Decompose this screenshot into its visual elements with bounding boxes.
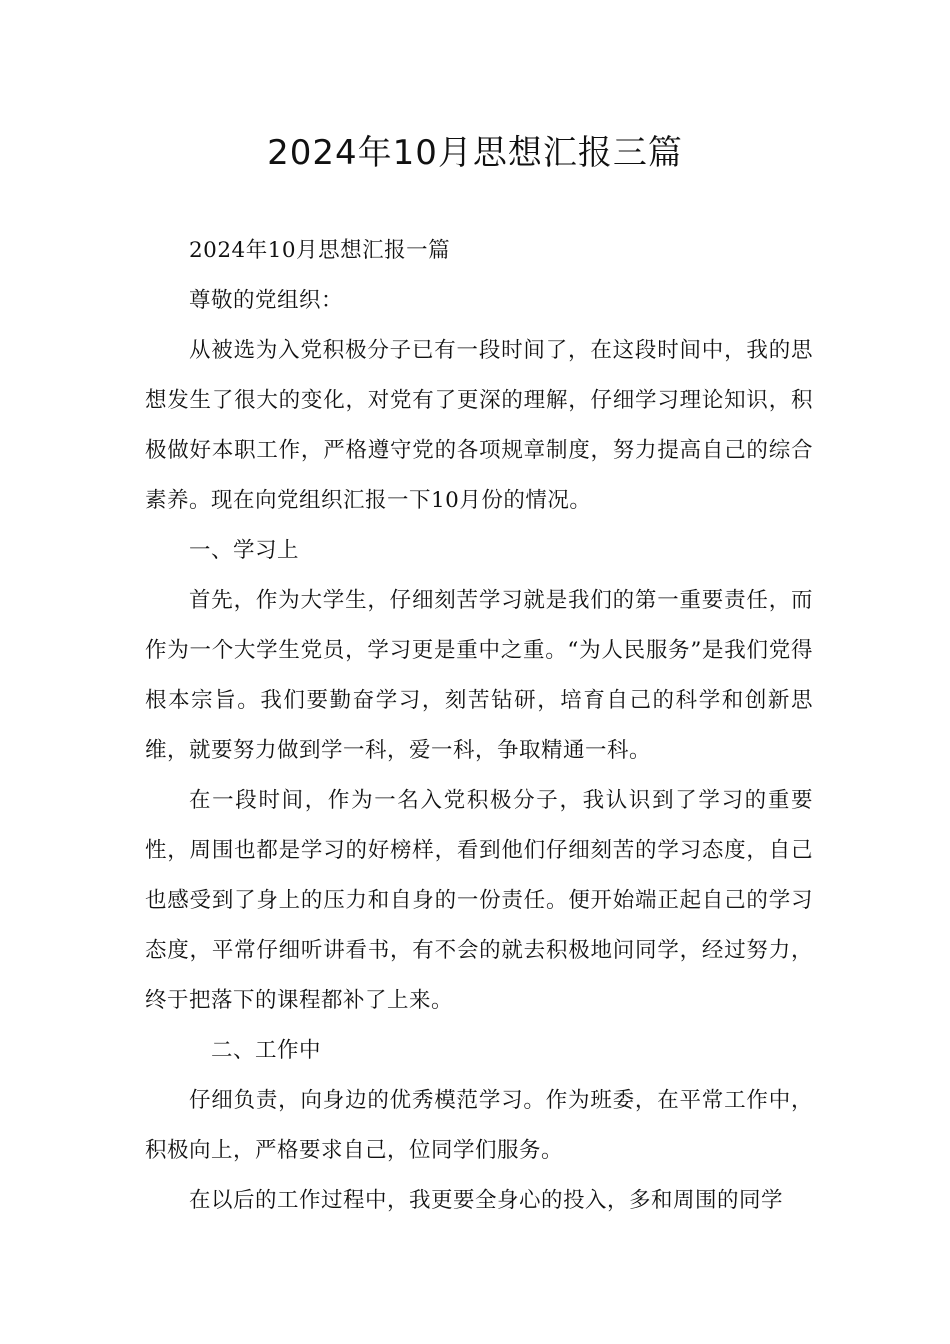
- body-paragraph: 在一段时间，作为一名入党积极分子，我认识到了学习的重要性，周围也都是学习的好榜样，看到他们仔细刻苦的学习态度，自己也感受到了身上的压力和自身的一份责任。便开始端正起自己的学习态度，平常仔细听讲看书，有不会的就去积极地问同学，经过努力，终于把落下的课程都补了上来。: [145, 788, 813, 1013]
- section-heading: 2024年10月思想汇报一篇: [189, 238, 451, 263]
- subheading-work: 二、工作中: [211, 1038, 322, 1063]
- document-title: 2024年10月思想汇报三篇: [267, 133, 683, 173]
- body-paragraph: 仔细负责，向身边的优秀模范学习。作为班委，在平常工作中，积极向上，严格要求自己，位同学们服务。: [145, 1088, 813, 1163]
- salutation: 尊敬的党组织：: [189, 288, 344, 313]
- body-paragraph: 从被选为入党积极分子已有一段时间了，在这段时间中，我的思想发生了很大的变化，对党有了更深的理解，仔细学习理论知识，积极做好本职工作，严格遵守党的各项规章制度，努力提高自己的综合素养。现在向党组织汇报一下10月份的情况。: [145, 338, 813, 513]
- subheading-study: 一、学习上: [189, 538, 300, 563]
- document-body: [145, 226, 813, 1226]
- body-paragraph: 首先，作为大学生，仔细刻苦学习就是我们的第一重要责任，而作为一个大学生党员，学习更是重中之重。“为人民服务”是我们党得根本宗旨。我们要勤奋学习，刻苦钻研，培育自己的科学和创新思维，就要努力做到学一科，爱一科，争取精通一科。: [145, 588, 813, 763]
- body-paragraph: 在以后的工作过程中，我更要全身心的投入，多和周围的同学: [189, 1188, 784, 1213]
